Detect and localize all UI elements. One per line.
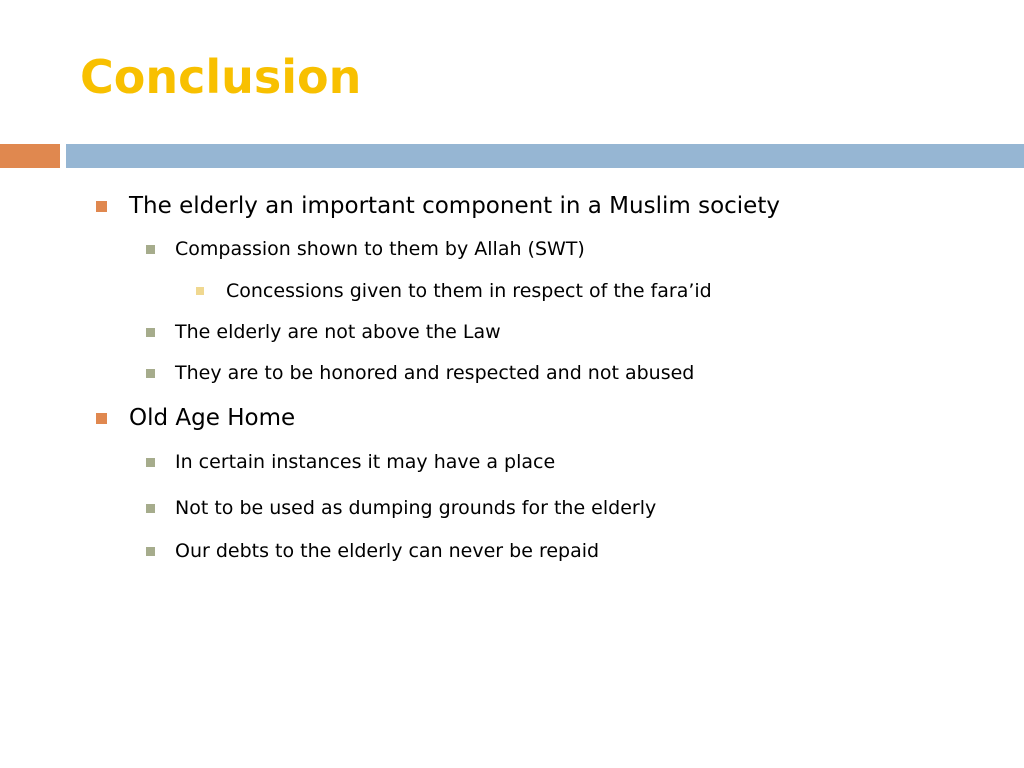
bullet-text: Our debts to the elderly can never be repaid — [175, 540, 600, 562]
bullet-text: The elderly an important component in a Muslim society — [129, 193, 780, 219]
bullet-text: Old Age Home — [129, 405, 296, 431]
slide-title: Conclusion — [80, 50, 362, 104]
square-bullet-icon — [146, 369, 155, 378]
square-bullet-icon — [146, 504, 155, 513]
square-bullet-icon — [146, 458, 155, 467]
bullet-item — [96, 405, 295, 431]
square-bullet-icon — [146, 547, 155, 556]
square-bullet-icon — [146, 328, 155, 337]
bullet-item — [146, 321, 501, 343]
bullet-text: Concessions given to them in respect of the fara’id — [226, 280, 712, 302]
square-bullet-icon — [96, 413, 107, 424]
bullet-text: The elderly are not above the Law — [175, 321, 501, 343]
bullet-text: They are to be honored and respected and not abused — [175, 362, 695, 384]
bullet-item — [146, 497, 656, 519]
square-bullet-icon — [196, 287, 204, 295]
bullet-item — [146, 451, 555, 473]
bullet-item — [196, 280, 712, 302]
bullet-text: Not to be used as dumping grounds for the elderly — [175, 497, 657, 519]
bullet-item — [96, 193, 780, 219]
bullet-item — [146, 540, 599, 562]
bullet-item — [146, 362, 694, 384]
square-bullet-icon — [146, 245, 155, 254]
bullet-text: In certain instances it may have a place — [175, 451, 556, 473]
bullet-text: Compassion shown to them by Allah (SWT) — [175, 238, 585, 260]
bullet-item — [146, 238, 585, 260]
square-bullet-icon — [96, 201, 107, 212]
